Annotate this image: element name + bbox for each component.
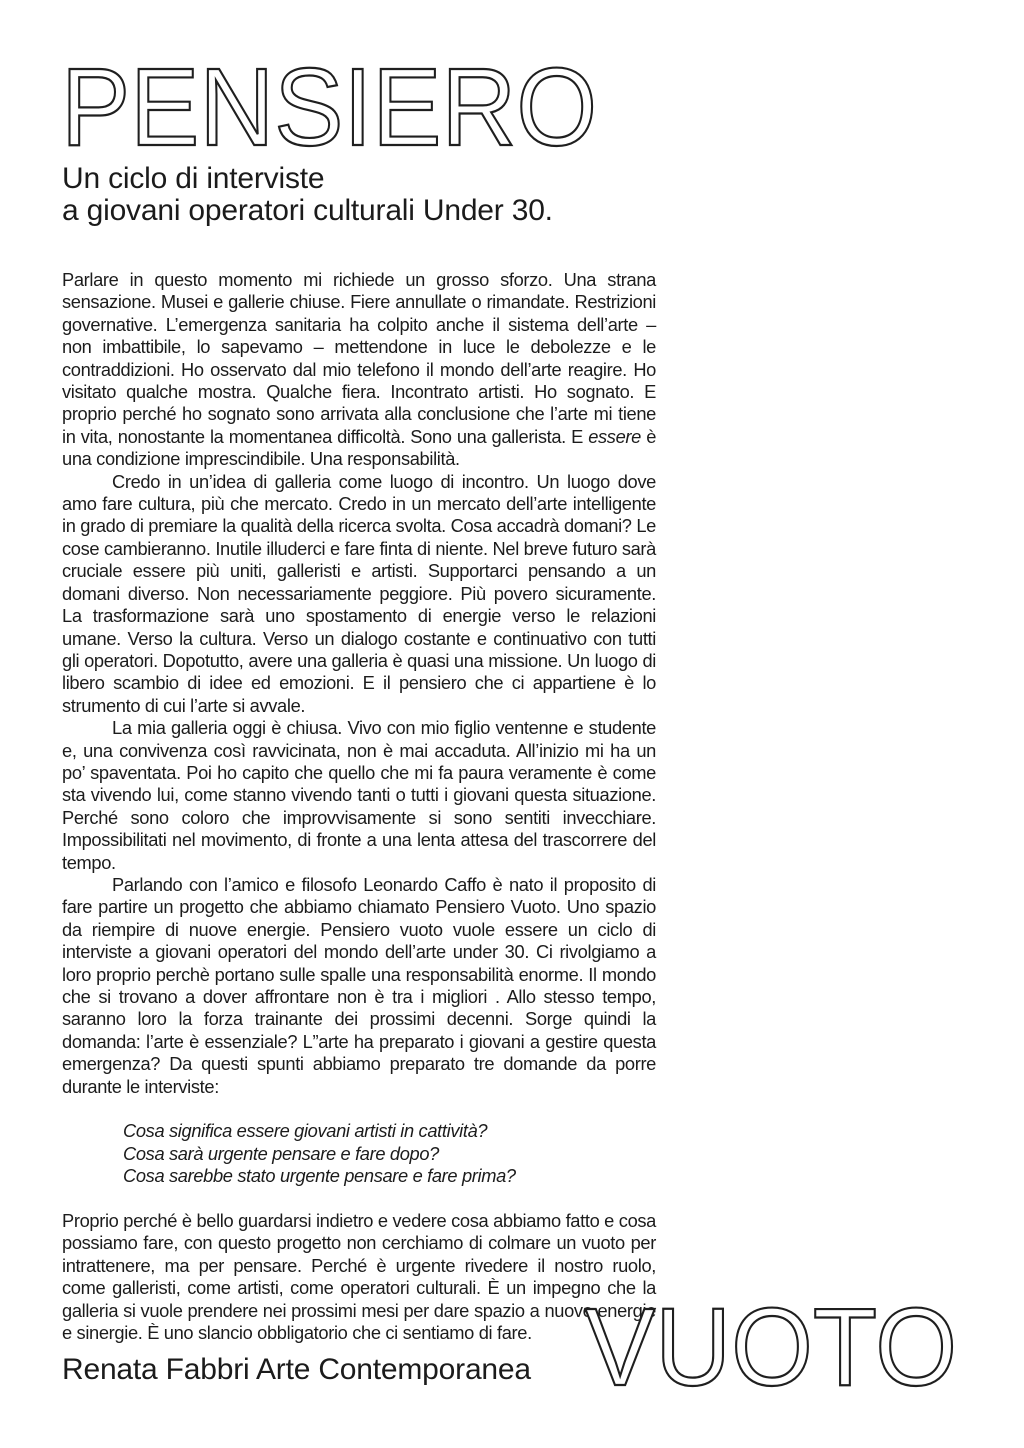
headline-vuoto-text: VUOTO — [585, 1286, 957, 1409]
paragraph — [62, 874, 656, 1098]
paragraph — [62, 471, 656, 717]
question-line: Cosa sarà urgente pensare e fare dopo? — [123, 1142, 439, 1164]
paragraph — [62, 269, 656, 471]
paragraph-text: è una condizione imprescindibile. Una responsabilità. — [62, 425, 657, 470]
headline-pensiero-text: PENSIERO — [61, 46, 597, 169]
paragraph-text: Proprio perché è bello guardarsi indietro e vedere cosa abbiamo fatto e cosa possiamo fare, con questo progetto non cerchiamo di colmare un vuoto per intrattenere, ma per pensare. Perché è urgente rivedere il nostro ruolo, come galleristi, come artisti, come operatori culturali. È un impegno che la galleria si vuole prendere nei prossimi mesi per dare spazio a nuove energie e sinergie. È uno slancio obbligatorio che ci sentiamo di fare. — [62, 1210, 656, 1344]
question-line: Cosa significa essere giovani artisti in cattività? — [123, 1120, 488, 1142]
paragraph-text: Parlare in questo momento mi richiede un grosso sforzo. Una strana sensazione. Musei e gallerie chiuse. Fiere annullate o rimandate. Restrizioni governative. L’emergenza sanitaria ha colpito anche il sistema dell’arte – non imbattibile, lo sapevamo – mettendone in luce le debolezze e le contraddizioni. Ho osservato dal mio telefono il mondo dell’arte reagire. Ho visitato qualche mostra. Qualche fiera. Incontrato artisti. Ho sognato. E proprio perché ho sognato sono arrivata alla conclusione che l’arte mi tiene in vita, nonostante la momentanea difficoltà. Sono una gallerista. E — [62, 269, 656, 447]
subtitle — [62, 163, 553, 226]
body-text — [62, 269, 656, 1344]
paragraph-text: Parlando con l’amico e filosofo Leonardo Caffo è nato il proposito di fare partire un progetto che abbiamo chiamato Pensiero Vuoto. Uno spazio da riempire di nuove energie. Pensiero vuoto vuole essere un ciclo di interviste a giovani operatori del mondo dell’arte under 30. Ci rivolgiamo a loro proprio perchè portano sulle spalle una responsabilità enorme. Il mondo che si trovano a dover affrontare non è tra i migliori . Allo stesso tempo, saranno loro la forza trainante dei prossimi decenni. Sorge quindi la domanda: l’arte è essenziale? L”arte ha preparato i giovani a gestire questa emergenza? Da questi spunti abbiamo preparato tre domande da porre durante le interviste: — [62, 873, 656, 1097]
gallery-name: Renata Fabbri Arte Contemporanea — [62, 1353, 531, 1386]
subtitle-line-2: a giovani operatori culturali Under 30. — [62, 193, 553, 227]
emphasized-text: essere — [588, 425, 641, 447]
interview-questions — [123, 1120, 656, 1187]
paragraph-text: La mia galleria oggi è chiusa. Vivo con mio figlio ventenne e studente e, una convivenza così ravvicinata, non è mai accaduta. All’inizio mi ha un po’ spaventata. Poi ho capito che quello che mi fa paura veramente è come sta vivendo lui, come stanno vivendo tanti o tutti i giovani questa situazione. Perché sono coloro che improvvisamente si sono sentiti invecchiare. Impossibilitati nel movimento, di fronte a una lenta attesa del trascorrere del tempo. — [62, 717, 656, 873]
headline-vuoto — [584, 1286, 966, 1409]
paragraph — [62, 1210, 656, 1344]
paragraph — [62, 717, 656, 874]
question-line: Cosa sarebbe stato urgente pensare e fare prima? — [123, 1165, 516, 1187]
paragraph-text: Credo in un’idea di galleria come luogo di incontro. Un luogo dove amo fare cultura, più che mercato. Credo in un mercato dell’arte intelligente in grado di premiare la qualità della ricerca svolta. Cosa accadrà domani? Le cose cambieranno. Inutile illuderci e fare finta di niente. Nel breve futuro sarà cruciale essere più uniti, galleristi e artisti. Supportarci pensando a un domani diverso. Non necessariamente peggiore. Più povero sicuramente. La trasformazione sarà uno spostamento di energie verso le relazioni umane. Verso la cultura. Verso un dialogo costante e continuativo con tutti gli operatori. Dopotutto, avere una galleria è quasi una missione. Un luogo di libero scambio di idee ed emozioni. E il pensiero che ci appartiene è lo strumento di cui l’arte si avvale. — [62, 470, 656, 716]
headline-pensiero — [60, 46, 605, 169]
subtitle-line-1: Un ciclo di interviste — [62, 162, 325, 195]
